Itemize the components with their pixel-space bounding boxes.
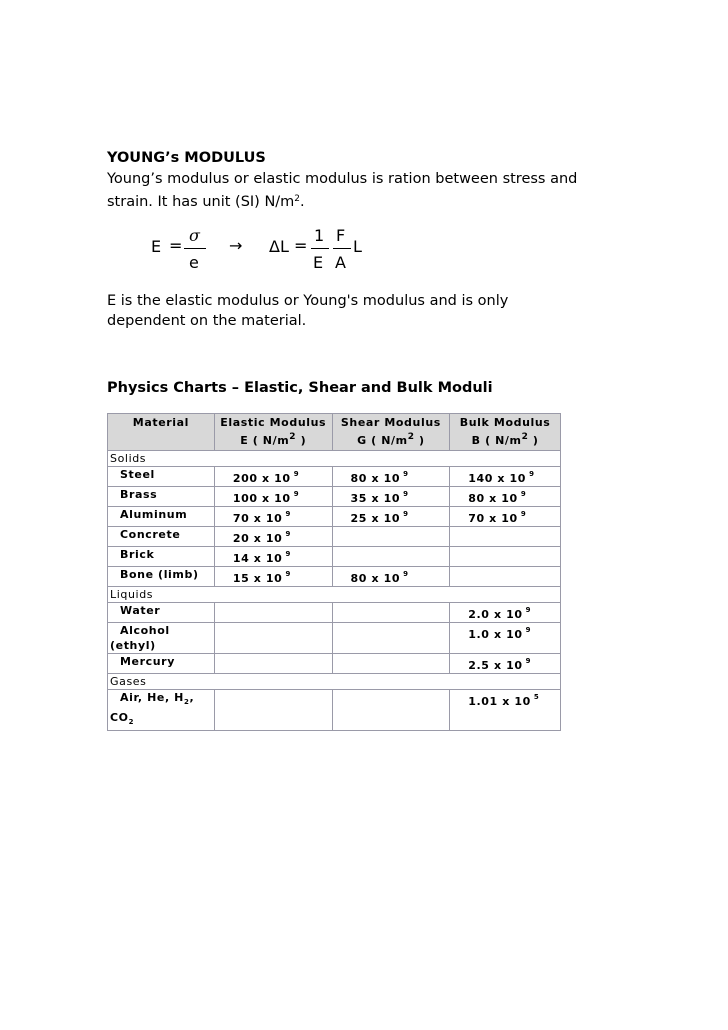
table-row: Mercury 2.5 x 10 $^9$ (108, 654, 561, 674)
eq-equals-2: = (294, 236, 308, 255)
fraction-bar-2 (311, 248, 329, 249)
table-row: Concrete 20 x 10 $^9$ (108, 527, 561, 547)
category-row (108, 587, 561, 603)
explain-line-1: E is the elastic modulus or Young's modulus and is only (107, 293, 509, 309)
explanation-paragraph (107, 291, 508, 331)
table-title: Physics Charts – Elastic, Shear and Bulk Moduli (107, 380, 493, 396)
table-header-row (108, 414, 561, 451)
eq-length: L (353, 237, 362, 256)
eq-force: F (336, 226, 346, 245)
category-solids: Solids (108, 451, 561, 467)
table-row: Steel 200 x 10 $^9$ 80 x 10 $^9$ 140 x 10 $^9$ (108, 467, 561, 487)
eq-equals-1: = (169, 236, 183, 255)
eq-delta-l: ΔL (269, 237, 289, 256)
eq-e: E (151, 237, 162, 256)
header-bulk: Bulk Modulus B ( $N/m^2$ ) (450, 414, 561, 451)
fraction-bar-1 (184, 248, 206, 249)
category-liquids: Liquids (108, 587, 561, 603)
eq-strain: e (189, 253, 199, 272)
table-row: Bone (limb) 15 x 10 $^9$ 80 x 10 $^9$ (108, 567, 561, 587)
header-material: Material (108, 414, 215, 451)
eq-area: A (335, 253, 346, 272)
moduli-table (107, 413, 561, 731)
table-row: Aluminum 70 x 10 $^9$ 25 x 10 $^9$ 70 x 10 $^9$ (108, 507, 561, 527)
category-row (108, 451, 561, 467)
fraction-bar-3 (333, 248, 351, 249)
table-row: Water 2.0 x 10 $^9$ (108, 603, 561, 623)
eq-sigma: σ (189, 226, 200, 245)
table-row: Brick 14 x 10 $^9$ (108, 547, 561, 567)
category-row (108, 674, 561, 690)
eq-one: 1 (314, 226, 325, 245)
intro-line-2: strain. It has unit (SI) $N/m^2$. (107, 194, 305, 210)
category-gases: Gases (108, 674, 561, 690)
explain-line-2: dependent on the material. (107, 313, 307, 329)
page-heading: YOUNG’s MODULUS (107, 150, 266, 166)
header-shear: Shear Modulus G ( $N/m^2$ ) (332, 414, 450, 451)
youngs-modulus-equation (0, 0, 728, 280)
table-row: Air, He, $H_2$, $CO_2$ 1.01 x 10 $^5$ (108, 690, 561, 731)
intro-line-1: Young’s modulus or elastic modulus is ration between stress and (107, 171, 578, 187)
table-row: Alcohol (ethyl) 1.0 x 10 $^9$ (108, 623, 561, 654)
arrow-icon: → (229, 236, 243, 255)
header-elastic: Elastic Modulus E ( $N/m^2$ ) (214, 414, 332, 451)
eq-e-den: E (313, 253, 324, 272)
table-row: Brass 100 x 10 $^9$ 35 x 10 $^9$ 80 x 10 $^9$ (108, 487, 561, 507)
